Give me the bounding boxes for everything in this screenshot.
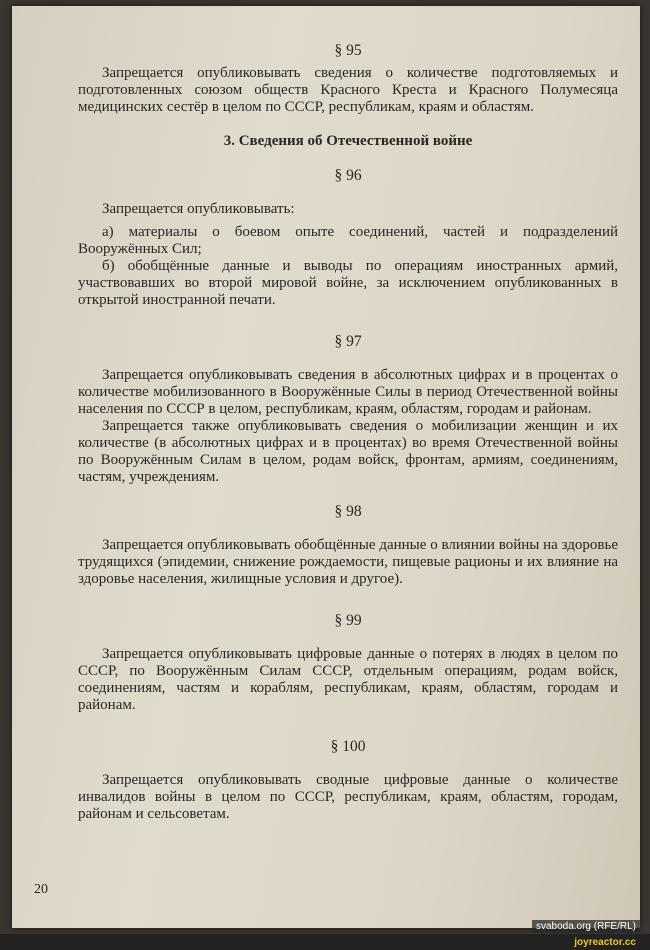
section-100-text: Запрещается опубликовывать сводные цифровые данные о количестве инвалидов войны в целом по СССР, республикам, краям, областям, городам, районам и сельсоветам. [78, 772, 618, 822]
section-99-text: Запрещается опубликовывать цифровые данные о потерях в людях в целом по СССР, по Вооружённым Силам СССР, отдельным операциям, родам войск, соединениям, частям и кораблям, республикам, краям, областям, городам и районам. [78, 646, 618, 713]
footer-bar [0, 934, 650, 950]
section-96-item-b: б) обобщённые данные и выводы по операциям иностранных армий, участвовавших во второй мировой войне, за исключением опубликованных в открытой иностранной печати. [78, 258, 618, 308]
section-heading-95: § 95 [334, 42, 362, 59]
page-number: 20 [34, 882, 48, 897]
section-heading-97: § 97 [334, 333, 362, 350]
section-96-intro: Запрещается опубликовывать: [102, 201, 295, 217]
joyreactor-watermark[interactable]: joyreactor.cc [574, 937, 636, 948]
document-page [12, 6, 640, 928]
section-heading-98: § 98 [334, 503, 362, 520]
section-heading-96: § 96 [334, 167, 362, 184]
section-97-paragraph-1: Запрещается опубликовывать сведения в абсолютных цифрах и в процентах о количестве мобилизованного в Вооружённые Силы в период Отечественной войны населения по СССР в целом, республикам, краям, областям, городам и районам. [78, 367, 618, 417]
section-heading-100: § 100 [330, 738, 366, 755]
section-heading-99: § 99 [334, 612, 362, 629]
section-96-item-a: а) материалы о боевом опыте соединений, частей и подразделений Вооружённых Сил; [78, 224, 618, 257]
section-95-text: Запрещается опубликовывать сведения о количестве подготовляемых и подготовленных союзом обществ Красного Креста и Красного Полумесяца медицинских сестёр в целом по СССР, республикам, краям и областям. [78, 65, 618, 115]
chapter-heading: 3. Сведения об Отечественной войне [223, 133, 473, 149]
svoboda-watermark: svaboda.org (RFE/RL) [532, 920, 640, 933]
section-98-text: Запрещается опубликовывать обобщённые данные о влиянии войны на здоровье трудящихся (эпидемии, снижение рождаемости, пищевые рационы и их влияние на здоровье населения, жилищные условия и другое). [78, 537, 618, 587]
section-97-paragraph-2: Запрещается также опубликовывать сведения о мобилизации женщин и их количестве (в абсолютных цифрах и в процентах) во время Отечественной войны по Вооружённым Силам в целом, родам войск, фронтам, армиям, соединениям, частям, учреждениям. [78, 418, 618, 485]
document-body [78, 42, 618, 823]
